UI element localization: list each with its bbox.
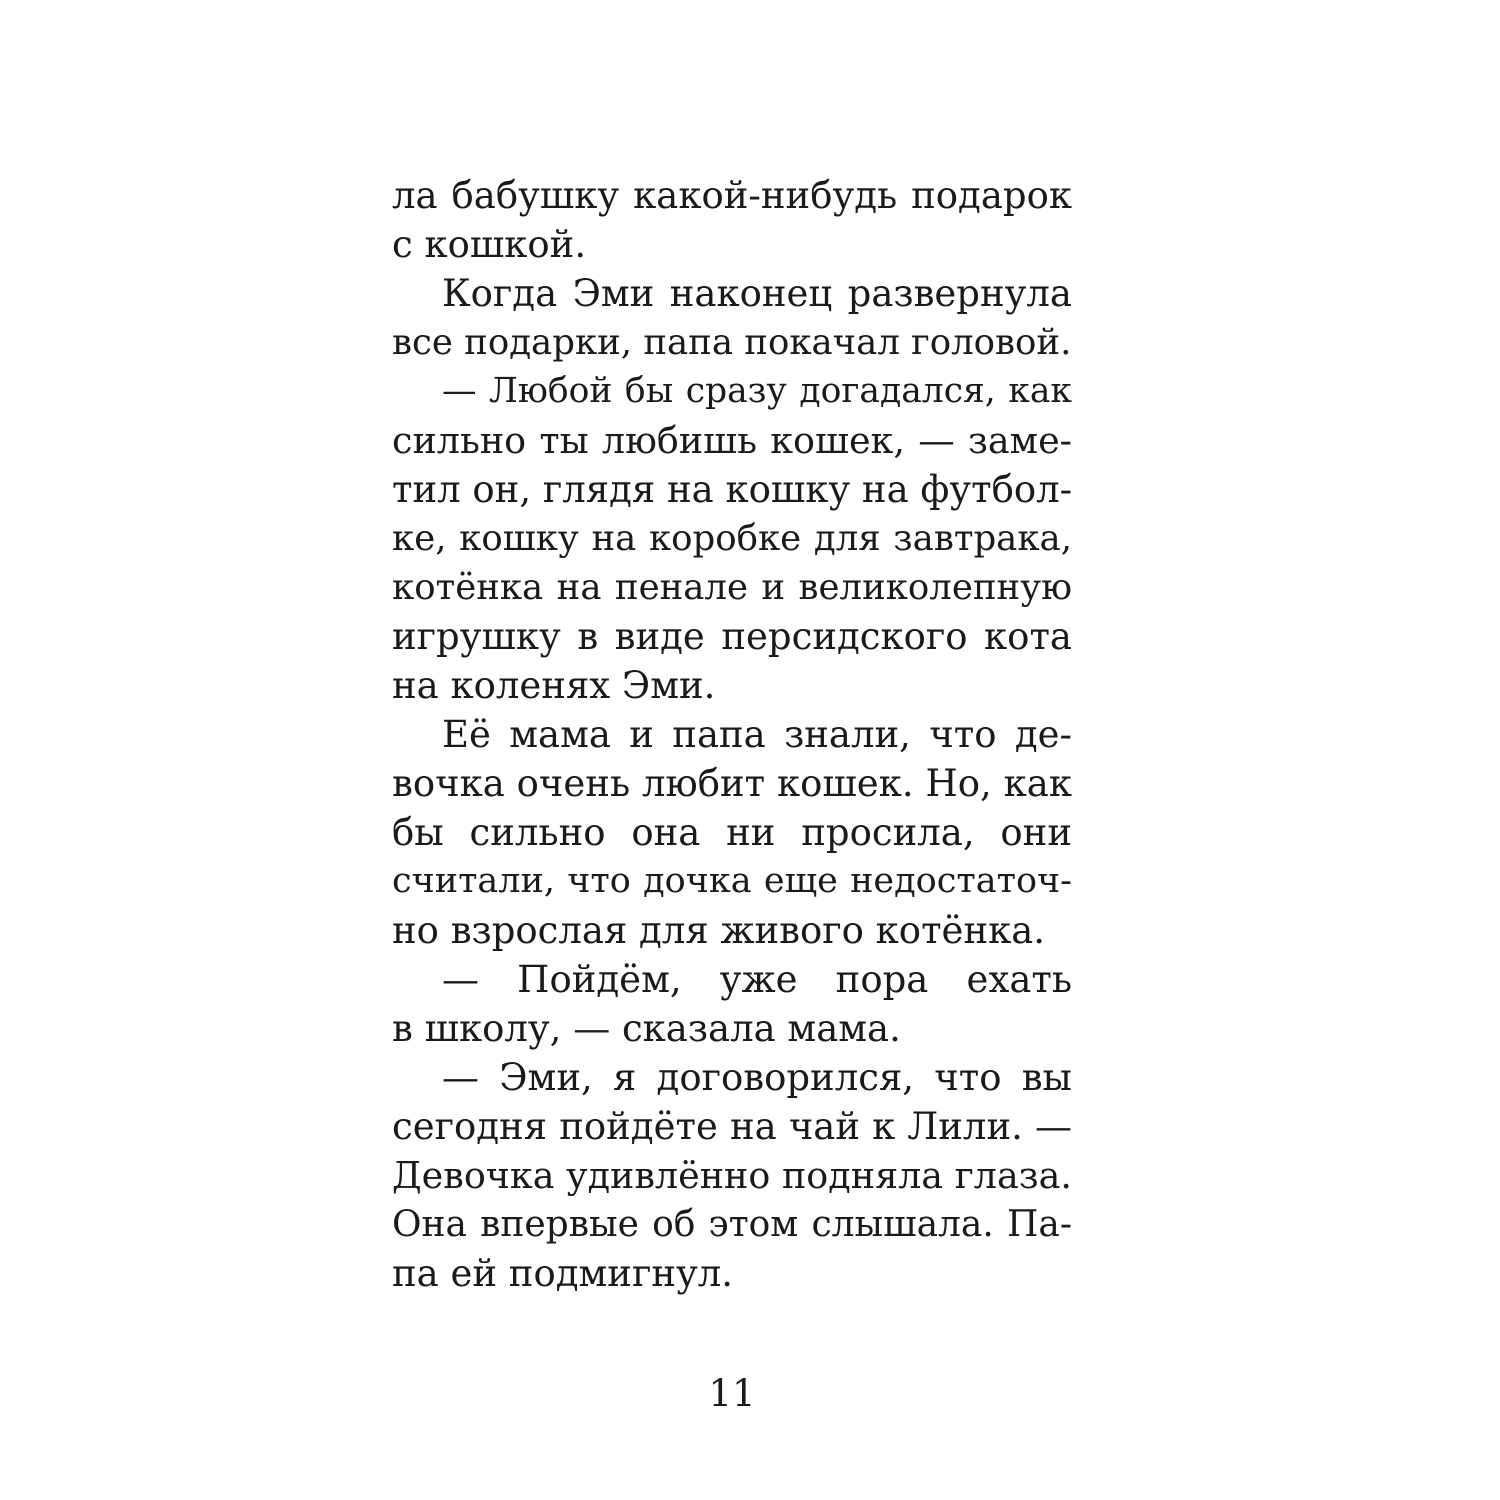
text-line: сегодня пойдёте на чай к Лили. — xyxy=(392,1105,1072,1148)
text-line: ла бабушку какой-нибудь подарок xyxy=(392,174,1072,217)
text-line: сильно ты любишь кошек, — заме- xyxy=(392,419,1072,462)
text-line: на коленях Эми. xyxy=(392,664,716,707)
text-line: — Любой бы сразу догадался, как xyxy=(442,371,1072,411)
text-line: — Пойдём, уже пора ехать xyxy=(442,958,1072,1001)
text-line: Девочка удивлённо подняла глаза. xyxy=(392,1154,1072,1197)
text-line: бы сильно она ни просила, они xyxy=(392,811,1072,854)
text-line: — Эми, я договорился, что вы xyxy=(442,1056,1072,1099)
text-line: котёнка на пенале и великолепную xyxy=(392,567,1072,608)
text-line: считали, что дочка еще недостаточ- xyxy=(392,861,1072,901)
text-line: Её мама и папа знали, что де- xyxy=(442,713,1072,756)
text-line: но взрослая для живого котёнка. xyxy=(392,909,1046,952)
text-line: Она впервые об этом слышала. Па- xyxy=(392,1204,1072,1245)
text-line: па ей подмигнул. xyxy=(392,1252,734,1295)
text-line: Когда Эми наконец развернула xyxy=(442,272,1072,315)
text-line: все подарки, папа покачал головой. xyxy=(392,322,1072,363)
text-line: игрушку в виде персидского кота xyxy=(392,615,1072,658)
text-line: вочка очень любит кошек. Но, как xyxy=(392,762,1072,805)
text-line: с кошкой. xyxy=(392,223,587,266)
body-text xyxy=(392,171,1072,1298)
text-line: в школу, — сказала мама. xyxy=(392,1007,901,1050)
text-line: тил он, глядя на кошку на футбол- xyxy=(392,468,1073,511)
text-line: ке, кошку на коробке для завтрака, xyxy=(392,518,1072,559)
page-number: 11 xyxy=(708,1372,756,1415)
